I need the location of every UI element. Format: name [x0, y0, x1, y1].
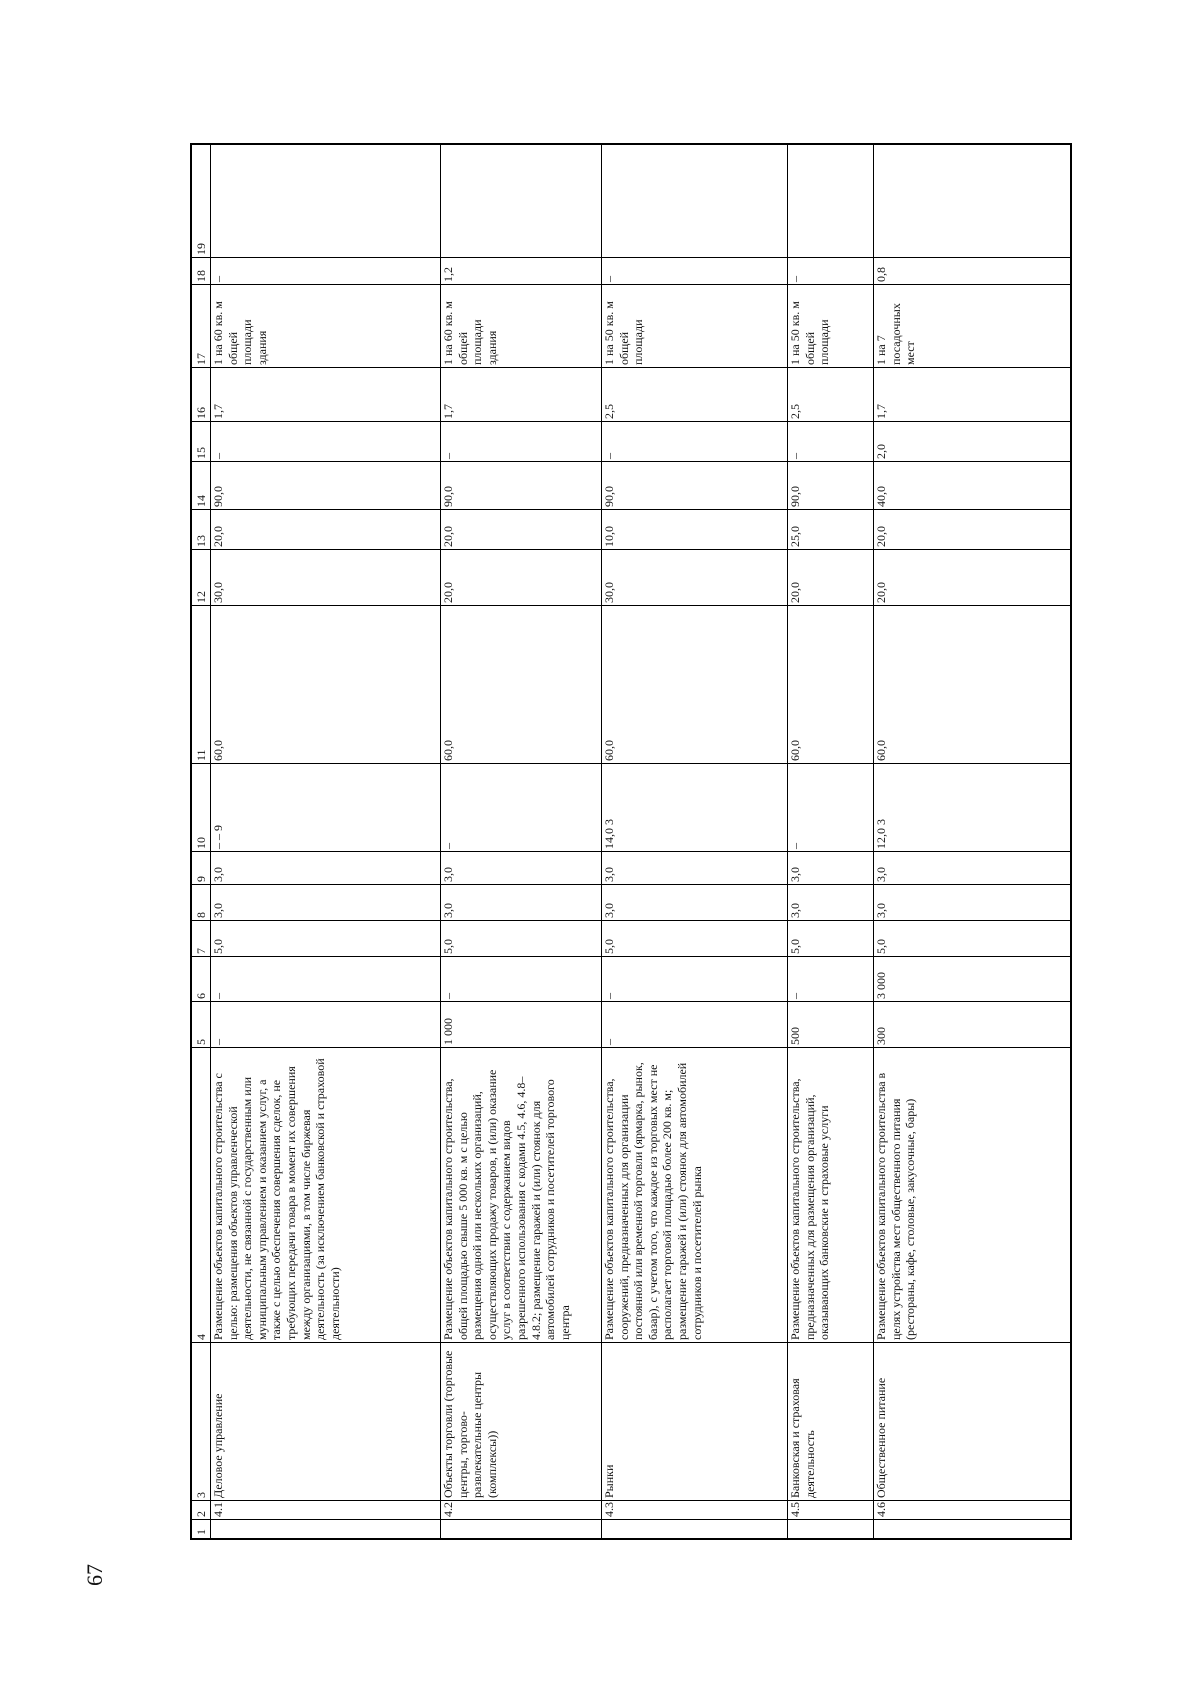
header-cell-1: 1: [194, 1529, 208, 1535]
table-viewport: [190, 143, 1072, 1540]
header-cell-15: 15: [194, 447, 208, 459]
header-cell-12: 12: [194, 591, 208, 603]
column-divider: [192, 956, 1072, 957]
column-divider: [192, 421, 1072, 422]
table-cell-4-5-c10: –: [788, 843, 802, 849]
table-cell-4-5-c7: 5,0: [788, 939, 802, 954]
table-cell-4-2-c6: –: [441, 993, 455, 999]
column-divider: [192, 1047, 1072, 1048]
table-cell-4-1-name: Деловое управление: [211, 1393, 225, 1498]
header-cell-14: 14: [194, 495, 208, 507]
header-cell-7: 7: [194, 948, 208, 954]
table-cell-4-2-c12: 20,0: [441, 582, 455, 603]
header-cell-18: 18: [194, 270, 208, 282]
table-cell-4-5-description: Размещение объектов капитального строительства, предназначенных для размещения организаций, оказывающих банковские и страховые услуги: [788, 1078, 832, 1340]
table-cell-4-2-c19: [441, 143, 600, 258]
table-cell-4-6-c12: 20,0: [874, 582, 888, 603]
table-cell-4-5-c13: 25,0: [788, 526, 802, 547]
table-cell-4-3-c6: –: [602, 993, 616, 999]
header-cell-4: 4: [194, 1334, 208, 1340]
header-cell-2: 2: [194, 1511, 208, 1517]
column-divider: [192, 920, 1072, 921]
table-cell-4-6-c7: 5,0: [874, 939, 888, 954]
table-cell-4-3-c10: 14,0 3: [602, 819, 616, 849]
table-cell-4-1-code: 4.1: [211, 1502, 225, 1517]
table-cell-4-3-c17: 1 на 50 кв. м общей площади: [602, 301, 646, 365]
row-divider: [601, 145, 602, 1538]
header-cell-16: 16: [194, 407, 208, 419]
column-divider: [192, 284, 1072, 285]
table-cell-4-5-c11: 60,0: [788, 740, 802, 761]
table-cell-4-3-c9: 3,0: [602, 867, 616, 882]
table-cell-4-6-c9: 3,0: [874, 867, 888, 882]
table-cell-4-3-c16: 2,5: [602, 404, 616, 419]
table-cell-4-1-c7: 5,0: [211, 939, 225, 954]
table-cell-4-1-c19: [211, 143, 439, 258]
column-divider: [192, 1001, 1072, 1002]
table-cell-4-5-c5: 500: [788, 1027, 802, 1045]
column-divider: [192, 1342, 1072, 1343]
table-cell-4-2-c8: 3,0: [441, 903, 455, 918]
table-cell-4-1-c18: –: [211, 276, 225, 282]
table-cell-4-5-code: 4.5: [788, 1502, 802, 1517]
header-cell-11: 11: [194, 749, 208, 761]
column-divider: [192, 367, 1072, 368]
table-cell-4-6-description: Размещение объектов капитального строительства в целях устройства мест общественного питания (рестораны, кафе, столовые, закусочные, бары): [874, 1072, 918, 1340]
column-divider: [192, 1500, 1072, 1501]
table-cell-4-3-code: 4.3: [602, 1502, 616, 1517]
table-cell-4-6-c16: 1,7: [874, 404, 888, 419]
table-cell-4-6-c10: 12,0 3: [874, 819, 888, 849]
table-cell-4-1-c12: 30,0: [211, 582, 225, 603]
table-cell-4-5-c19: [788, 143, 872, 258]
header-cell-9: 9: [194, 876, 208, 882]
column-divider: [192, 884, 1072, 885]
table-cell-4-6-c19: [874, 143, 1072, 258]
table-cell-4-5-c15: –: [788, 453, 802, 459]
table-cell-4-1-c15: –: [211, 453, 225, 459]
table-cell-4-6-code: 4.6: [874, 1502, 888, 1517]
header-cell-19: 19: [194, 243, 208, 255]
column-divider: [192, 509, 1072, 510]
row-divider: [210, 145, 211, 1538]
table-cell-4-1-c8: 3,0: [211, 903, 225, 918]
table-cell-4-1-c11: 60,0: [211, 740, 225, 761]
header-cell-3: 3: [194, 1492, 208, 1498]
table-cell-4-6-c6: 3 000: [874, 972, 888, 999]
table-cell-4-2-c11: 60,0: [441, 740, 455, 761]
table-cell-4-1-c9: 3,0: [211, 867, 225, 882]
table-cell-4-3-c19: [602, 143, 786, 258]
table-cell-4-5-c9: 3,0: [788, 867, 802, 882]
header-cell-8: 8: [194, 912, 208, 918]
table-cell-4-2-c7: 5,0: [441, 939, 455, 954]
table-cell-4-6-c15: 2,0: [874, 444, 888, 459]
table-cell-4-1-c13: 20,0: [211, 526, 225, 547]
column-divider: [192, 1519, 1072, 1520]
column-divider: [192, 461, 1072, 462]
row-divider: [873, 145, 874, 1538]
table-cell-4-5-c8: 3,0: [788, 903, 802, 918]
row-divider: [440, 145, 441, 1538]
table-cell-4-3-c13: 10,0: [602, 526, 616, 547]
table-cell-4-1-c16: 1,7: [211, 404, 225, 419]
table-cell-4-6-c5: 300: [874, 1027, 888, 1045]
header-cell-17: 17: [194, 353, 208, 365]
table-cell-4-2-c16: 1,7: [441, 404, 455, 419]
table-cell-4-1-c14: 90,0: [211, 486, 225, 507]
table-cell-4-2-c14: 90,0: [441, 486, 455, 507]
header-cell-5: 5: [194, 1039, 208, 1045]
table-cell-4-2-description: Размещение объектов капитального строительства, общей площадью свыше 5 000 кв. м с целью размещения одной или нескольких организаций, осуществляющих продажу товаров, и (или) оказание услуг в соответствии с содержанием видов разрешенного использования с кодами 4.5, 4.6, 4.8–4.8.2; размещение гаражей и (или) стоянок для автомобилей сотрудников и посетителей торгового центра: [441, 1069, 572, 1340]
table-cell-4-1-c5: –: [211, 1039, 225, 1045]
table-cell-4-3-c11: 60,0: [602, 740, 616, 761]
table-cell-4-5-c18: –: [788, 276, 802, 282]
table-cell-4-2-c13: 20,0: [441, 526, 455, 547]
table-cell-4-2-c10: –: [441, 843, 455, 849]
table-cell-4-2-name: Объекты торговли (торговые центры, торгово-развлекательные центры (комплексы)): [441, 1350, 499, 1498]
table-cell-4-2-c5: 1 000: [441, 1018, 455, 1045]
table-cell-4-6-c13: 20,0: [874, 526, 888, 547]
table-cell-4-6-c8: 3,0: [874, 903, 888, 918]
table-cell-4-5-c17: 1 на 50 кв. м общей площади: [788, 301, 832, 365]
table-cell-4-1-c17: 1 на 60 кв. м общей площади здания: [211, 301, 269, 365]
header-cell-6: 6: [194, 993, 208, 999]
table-cell-4-1-description: Размещение объектов капитального строительства с целью: размещения объектов управленческой деятельности, не связанной с государственным или муниципальным управлением и оказанием услуг, а также с целью обеспечения совершения сделок, не требующих передачи товара в момент их совершения между организациями, в том числе биржевая деятельность (за исключением банковской и страховой деятельности): [211, 1058, 342, 1340]
table-cell-4-2-c15: –: [441, 453, 455, 459]
land-use-regulations-table: [190, 143, 1072, 1540]
table-cell-4-5-c16: 2,5: [788, 404, 802, 419]
table-cell-4-6-c14: 40,0: [874, 486, 888, 507]
column-divider: [192, 605, 1072, 606]
table-cell-4-5-name: Банковская и страховая деятельность: [788, 1378, 817, 1498]
column-divider: [192, 257, 1072, 258]
table-cell-4-3-c14: 90,0: [602, 486, 616, 507]
table-cell-4-3-c7: 5,0: [602, 939, 616, 954]
column-divider: [192, 549, 1072, 550]
table-cell-4-1-c6: –: [211, 993, 225, 999]
page-number: 67: [82, 1564, 107, 1586]
table-cell-4-6-c11: 60,0: [874, 740, 888, 761]
table-cell-4-2-c17: 1 на 60 кв. м общей площади здания: [441, 301, 499, 365]
table-cell-4-3-c12: 30,0: [602, 582, 616, 603]
header-cell-13: 13: [194, 535, 208, 547]
table-cell-4-6-name: Общественное питание: [874, 1377, 888, 1498]
table-cell-4-3-c8: 3,0: [602, 903, 616, 918]
column-divider: [192, 851, 1072, 852]
table-cell-4-5-c12: 20,0: [788, 582, 802, 603]
row-divider: [787, 145, 788, 1538]
table-cell-4-3-c5: –: [602, 1039, 616, 1045]
table-cell-4-3-description: Размещение объектов капитального строительства, сооружений, предназначенных для организации постоянной или временной торговли (ярмарка, рынок, базар), с учетом того, что каждое из торговых мест не располагает торговой площадью более 200 кв. м; размещение гаражей и (или) стоянок для автомобилей сотрудников и посетителей рынка: [602, 1062, 704, 1340]
header-cell-10: 10: [194, 837, 208, 849]
table-cell-4-3-name: Рынки: [602, 1464, 616, 1498]
table-cell-4-3-c18: –: [602, 276, 616, 282]
table-cell-4-2-code: 4.2: [441, 1502, 455, 1517]
table-cell-4-2-c9: 3,0: [441, 867, 455, 882]
column-divider: [192, 763, 1072, 764]
table-cell-4-6-c18: 0,8: [874, 267, 888, 282]
table-cell-4-5-c14: 90,0: [788, 486, 802, 507]
table-cell-4-6-c17: 1 на 7 посадочных мест: [874, 303, 918, 365]
table-cell-4-3-c15: –: [602, 453, 616, 459]
table-cell-4-1-c10: – – 9: [211, 825, 225, 849]
table-cell-4-5-c6: –: [788, 993, 802, 999]
table-cell-4-2-c18: 1,2: [441, 267, 455, 282]
